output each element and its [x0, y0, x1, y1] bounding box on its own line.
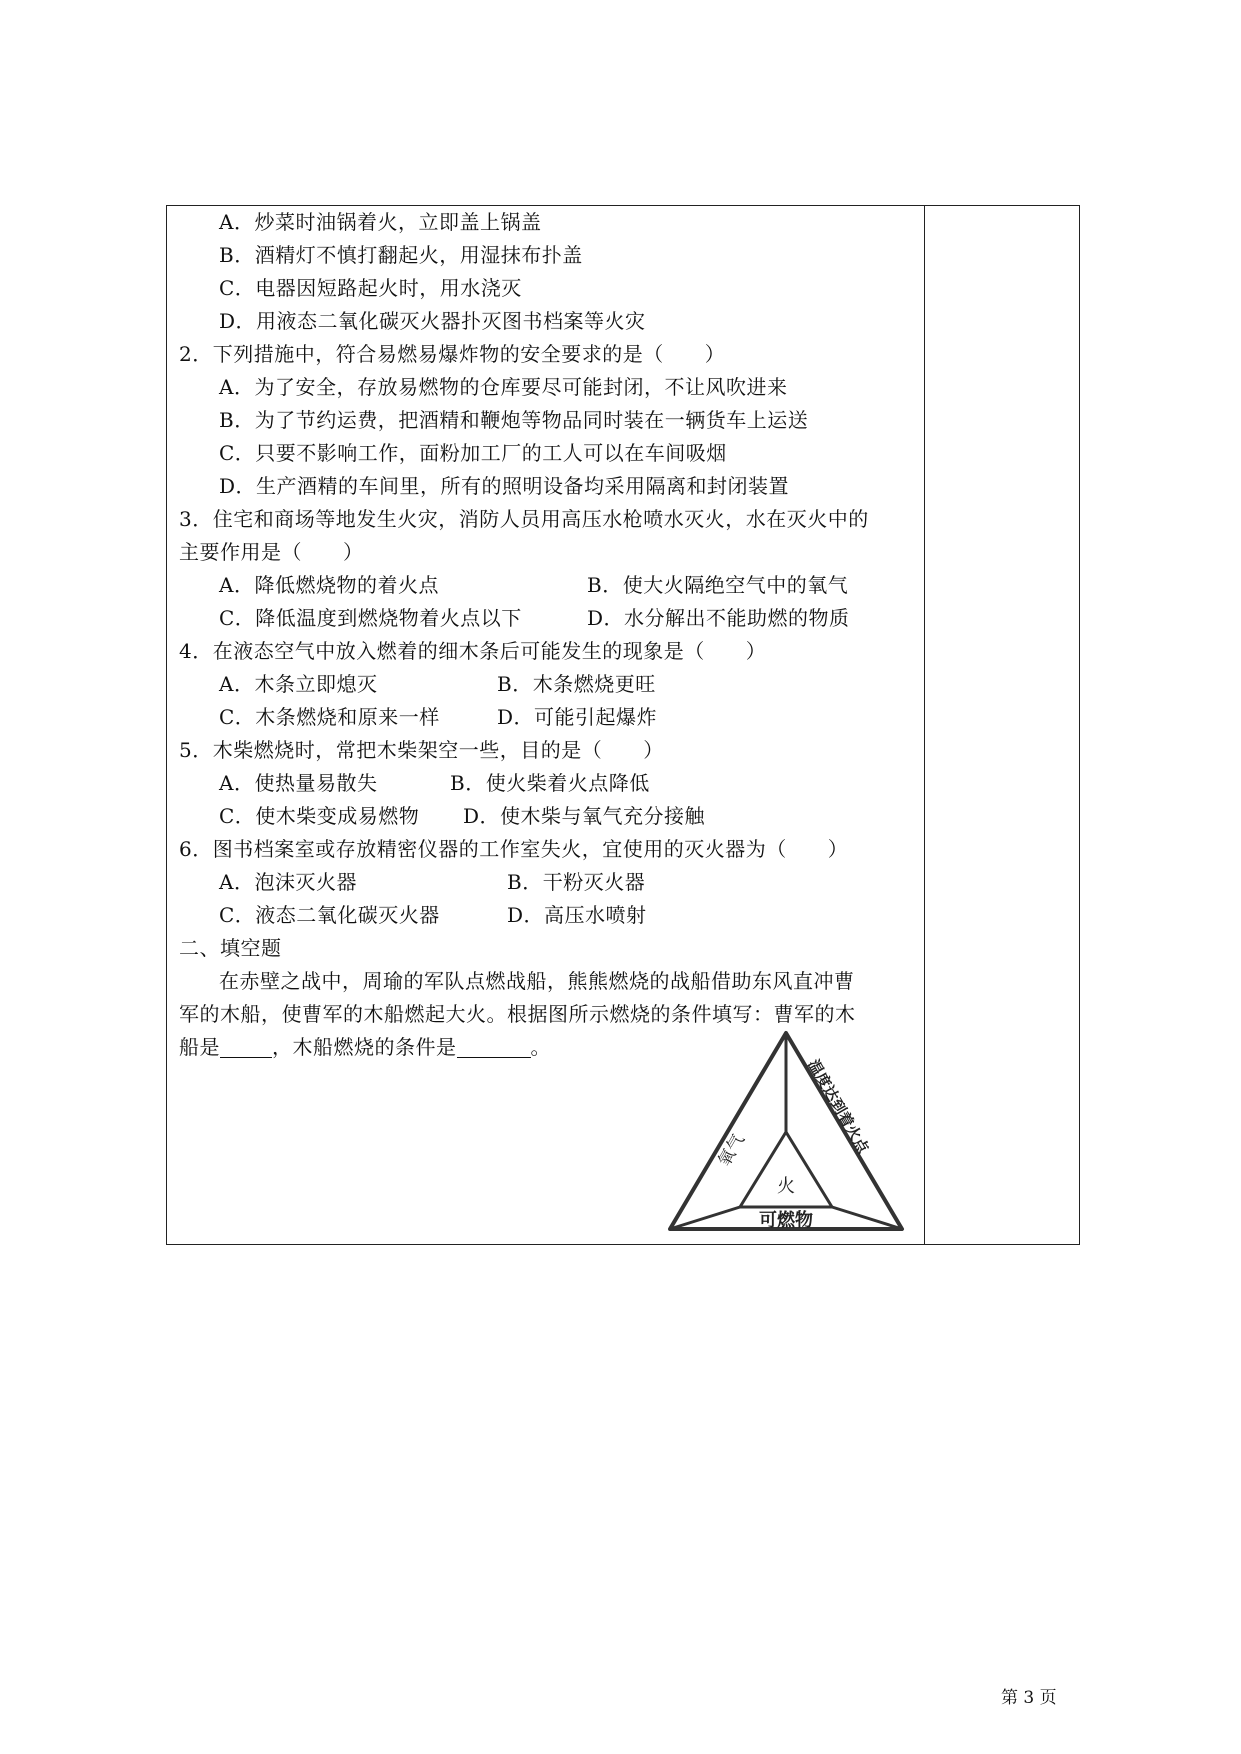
- fire-triangle-svg: [664, 1029, 908, 1237]
- q1-option-d: D．用液态二氧化碳灭火器扑灭图书档案等火灾: [219, 309, 646, 333]
- q3-stem-line2: 主要作用是（ ）: [179, 540, 364, 564]
- q5-option-b: B．使火柴着火点降低: [450, 771, 650, 795]
- q1-option-b: B．酒精灯不慎打翻起火，用湿抹布扑盖: [219, 243, 583, 267]
- q6-stem: 6．图书档案室或存放精密仪器的工作室失火，宜使用的灭火器为（ ）: [179, 837, 849, 861]
- answer-blank-2[interactable]: [457, 1035, 531, 1058]
- q6-option-c: C．液态二氧化碳灭火器: [219, 903, 440, 927]
- column-divider: [924, 206, 925, 1244]
- q5-option-d: D．使木柴与氧气充分接触: [463, 804, 706, 828]
- q5-option-c: C．使木柴变成易燃物: [219, 804, 420, 828]
- answer-blank-1[interactable]: [220, 1035, 272, 1058]
- section2-paragraph-line3: [179, 1031, 551, 1063]
- q4-option-d: D．可能引起爆炸: [497, 705, 658, 729]
- section2-heading: 二、填空题: [179, 936, 282, 960]
- diagram-center-label: 火: [777, 1176, 795, 1197]
- q4-stem: 4．在液态空气中放入燃着的细木条后可能发生的现象是（ ）: [179, 639, 767, 663]
- page-number: 第 3 页: [1001, 1688, 1057, 1708]
- text-segment: 。: [530, 1035, 551, 1059]
- text-segment: ，木船燃烧的条件是: [272, 1035, 457, 1059]
- q2-option-b: B．为了节约运费，把酒精和鞭炮等物品同时装在一辆货车上运送: [219, 408, 809, 432]
- q5-stem: 5．木柴燃烧时，常把木柴架空一些，目的是（ ）: [179, 738, 664, 762]
- q6-option-d: D．高压水喷射: [507, 903, 647, 927]
- q5-option-a: A．使热量易散失: [219, 771, 378, 795]
- q1-option-c: C．电器因短路起火时，用水浇灭: [219, 276, 522, 300]
- q4-option-a: A．木条立即熄灭: [219, 672, 378, 696]
- diagram-right-label: 温度达到着火点: [804, 1056, 873, 1157]
- q2-option-d: D．生产酒精的车间里，所有的照明设备均采用隔离和封闭装置: [219, 474, 790, 498]
- q3-stem-line1: 3．住宅和商场等地发生火灾，消防人员用高压水枪喷水灭火，水在灭火中的: [179, 507, 869, 531]
- q3-option-d: D．水分解出不能助燃的物质: [587, 606, 850, 630]
- q2-stem: 2．下列措施中，符合易燃易爆炸物的安全要求的是（ ）: [179, 342, 726, 366]
- q3-option-c: C．降低温度到燃烧物着火点以下: [219, 606, 522, 630]
- q3-option-b: B．使大火隔绝空气中的氧气: [587, 573, 849, 597]
- diagram-bottom-label: 可燃物: [759, 1210, 813, 1231]
- section2-paragraph-line1: 在赤壁之战中，周瑜的军队点燃战船，熊熊燃烧的战船借助东风直冲曹: [219, 969, 855, 993]
- q1-option-a: A．炒菜时油锅着火，立即盖上锅盖: [219, 210, 542, 234]
- q6-option-b: B．干粉灭火器: [507, 870, 646, 894]
- q2-option-a: A．为了安全，存放易燃物的仓库要尽可能封闭，不让风吹进来: [219, 375, 788, 399]
- text-segment: 船是: [179, 1035, 220, 1059]
- fire-triangle-diagram: [664, 1029, 908, 1237]
- q2-option-c: C．只要不影响工作，面粉加工厂的工人可以在车间吸烟: [219, 441, 727, 465]
- q4-option-c: C．木条燃烧和原来一样: [219, 705, 440, 729]
- section2-paragraph-line2: 军的木船，使曹军的木船燃起大火。根据图所示燃烧的条件填写：曹军的木: [179, 1002, 856, 1026]
- q3-option-a: A．降低燃烧物的着火点: [219, 573, 439, 597]
- q6-option-a: A．泡沫灭火器: [219, 870, 357, 894]
- diagram-left-label: 氧气: [714, 1130, 749, 1171]
- worksheet-table: [166, 205, 1080, 1245]
- q4-option-b: B．木条燃烧更旺: [497, 672, 656, 696]
